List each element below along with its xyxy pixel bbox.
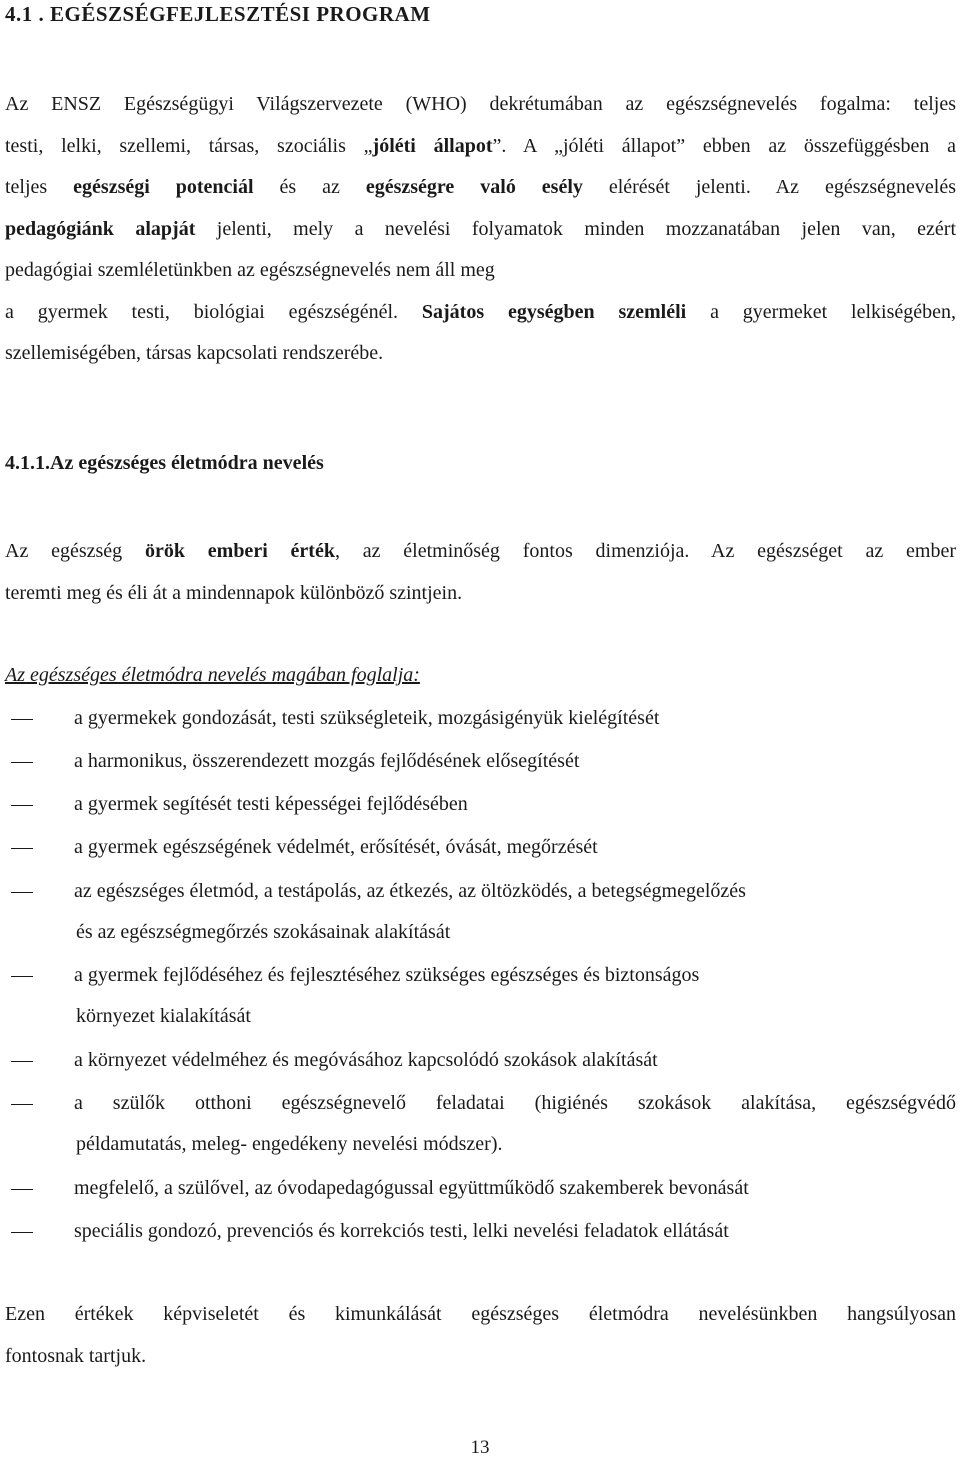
- dash-bullet: [11, 1104, 33, 1105]
- paragraph-line: Ezen értékek képviseletét és kimunkálását egészséges életmódra nevelésünkben hangsúlyosan: [5, 1303, 956, 1325]
- paragraph-value: [5, 531, 956, 614]
- dash-bullet: [11, 719, 33, 720]
- list-intro: Az egészséges életmódra nevelés magában foglalja:: [5, 664, 420, 686]
- dash-bullet: [11, 848, 33, 849]
- bold-term: Sajátos egységben szemléli: [421, 300, 687, 323]
- dash-bullet: [11, 1061, 33, 1062]
- dash-bullet: [11, 976, 33, 977]
- dash-bullet: [11, 1232, 33, 1233]
- paragraph-line: testi, lelki, szellemi, társas, szociális „jóléti állapot”. A „jóléti állapot” ebben az összefüggésben a: [5, 134, 956, 157]
- bold-term: örök emberi érték: [144, 540, 335, 562]
- paragraph-closing: [5, 1294, 956, 1377]
- section-title: 4.1 . EGÉSZSÉGFEJLESZTÉSI PROGRAM: [5, 2, 431, 26]
- bold-term: pedagógiánk alapját: [5, 217, 196, 240]
- paragraph-line: a gyermek testi, biológiai egészségénél. Sajátos egységben szemléli a gyermeket lelkiségében,: [5, 300, 956, 323]
- page-number: 13: [470, 1437, 490, 1458]
- paragraph-line: szellemiségében, társas kapcsolati rendszerébe.: [5, 342, 384, 364]
- dash-bullet: [11, 892, 33, 893]
- dash-bullet: [11, 762, 33, 763]
- bold-term: egészségi potenciál: [73, 176, 254, 198]
- paragraph-line: teljes egészségi potenciál és az egészségre való esély elérését jelenti. Az egészségnevelés: [5, 176, 957, 198]
- paragraph-line: fontosnak tartjuk.: [5, 1344, 147, 1367]
- dash-bullet: [11, 1189, 33, 1190]
- paragraph-line: teremti meg és éli át a mindennapok különböző szintjein.: [5, 581, 463, 604]
- paragraph-line: pedagógiánk alapját jelenti, mely a nevelési folyamatok minden mozzanatában jelen van, ezért: [5, 217, 956, 240]
- bold-term: egészségre való esély: [365, 176, 583, 198]
- paragraph-who: [5, 84, 956, 375]
- paragraph-line: pedagógiai szemléletünkben az egészségnevelés nem áll meg: [5, 259, 495, 281]
- paragraph-line: Az egészség örök emberi érték, az életminőség fontos dimenziója. Az egészséget az ember: [5, 540, 956, 562]
- bold-term: jóléti állapot: [372, 134, 493, 157]
- dash-bullet: [11, 805, 33, 806]
- subsection-heading: 4.1.1.Az egészséges életmódra nevelés: [5, 452, 324, 474]
- paragraph-line: Az ENSZ Egészségügyi Világszervezete (WHO) dekrétumában az egészségnevelés fogalma: teljes: [5, 93, 956, 115]
